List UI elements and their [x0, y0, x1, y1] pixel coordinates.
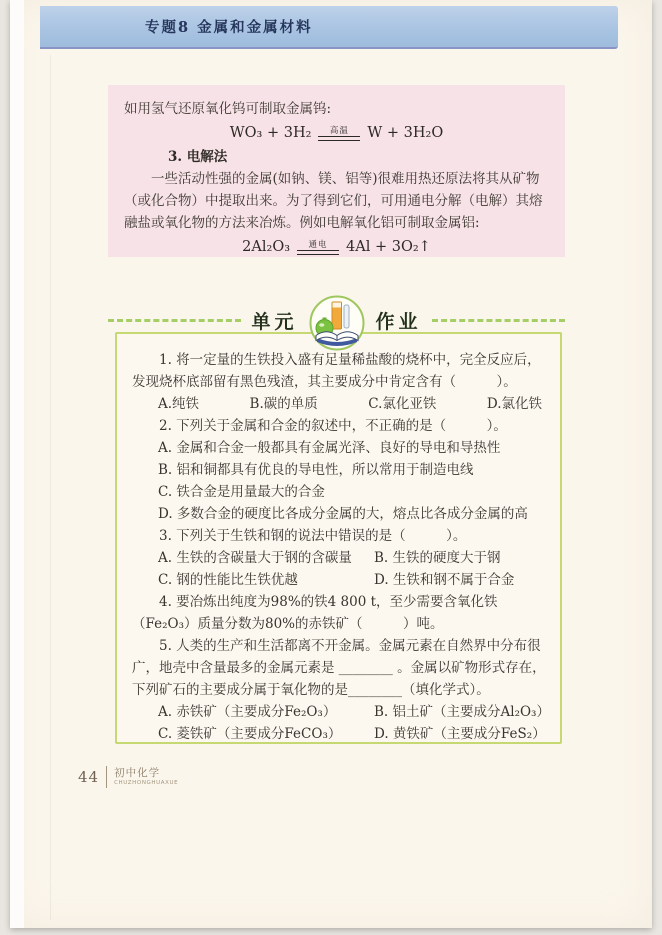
- method-paragraph: 一些活动性强的金属(如钠、镁、铝等)很难用热还原法将其从矿物（或化合物）中提取出来。为了得到它们，可用通电分解（电解）其熔融盐或氧化物的方法来冶炼。例如电解氧化铝可制取金属铝:: [124, 171, 543, 231]
- homework-title-left: 单元: [251, 310, 298, 333]
- homework-title-right: 作业: [375, 310, 422, 333]
- equation-left: 2Al₂O₃: [242, 239, 291, 255]
- option: A. 金属和合金一般都具有金属光泽、良好的导电和导热性: [158, 440, 501, 456]
- equation-aluminum: [124, 234, 549, 260]
- option: C. 钢的性能比生铁优越: [158, 572, 298, 588]
- textbook-page: [10, 0, 652, 928]
- question-5-options-row1: [132, 701, 550, 723]
- option: D.氯化铁: [486, 396, 542, 412]
- question-3-options-row2: [132, 569, 550, 591]
- chapter-title: 专题8 金属和金属材料: [145, 19, 313, 36]
- reaction-condition: [318, 126, 360, 141]
- homework-box: [115, 332, 562, 744]
- page-number: 44: [78, 768, 100, 786]
- reaction-condition: [297, 240, 339, 255]
- equals-double-line: [318, 136, 360, 141]
- option: D. 生铁和钢不属于合金: [374, 572, 515, 588]
- chemistry-flasks-book-icon: [308, 294, 366, 352]
- footer-divider: [106, 766, 107, 788]
- condition-label: 通电: [308, 239, 328, 250]
- option: B. 铝土矿（主要成分Al₂O₃）: [374, 704, 550, 720]
- option: B.碳的单质: [249, 396, 318, 412]
- option: D. 多数合金的硬度比各成分金属的大，熔点比各成分金属的高: [158, 506, 528, 522]
- option: A. 赤铁矿（主要成分Fe₂O₃）: [158, 704, 337, 720]
- option: B. 铝和铜都具有优良的导电性，所以常用于制造电线: [158, 462, 474, 478]
- option: D. 黄铁矿（主要成分FeS₂）: [374, 726, 546, 742]
- equation-left: WO₃ + 3H₂: [229, 125, 312, 141]
- question-5-options-row2: [132, 723, 550, 745]
- chapter-banner: [40, 6, 618, 49]
- dashed-divider-left: [108, 319, 241, 322]
- page-footer: [78, 766, 178, 788]
- equation-right: W + 3H₂O: [367, 125, 444, 141]
- question-3-stem: 3. 下列关于生铁和钢的说法中错误的是（ ）。: [159, 528, 467, 544]
- page-gutter-line: [50, 55, 51, 920]
- equals-double-line: [297, 250, 339, 255]
- option: C. 铁合金是用量最大的合金: [158, 484, 325, 500]
- question-2-options: [132, 437, 550, 525]
- option: A.纯铁: [158, 396, 200, 412]
- question-1-stem: 1. 将一定量的生铁投入盛有足量稀盐酸的烧杯中，完全反应后，发现烧杯底部留有黑色残渣，其主要成分中肯定含有（ ）。: [132, 352, 541, 390]
- dashed-divider-right: [432, 319, 565, 322]
- question-3-options-row1: [132, 547, 550, 569]
- condition-label: 高温: [329, 125, 349, 136]
- book-title: 初中化学: [114, 767, 161, 779]
- equation-right: 4Al + 3O₂↑: [346, 239, 431, 255]
- question-4-stem: 4. 要冶炼出纯度为98%的铁4 800 t，至少需要含氧化铁（Fe₂O₃）质量分数为80%的赤铁矿（ ）吨。: [132, 594, 498, 632]
- book-pinyin: CHUZHONGHUAXUE: [114, 780, 179, 786]
- option: C. 菱铁矿（主要成分FeCO₃）: [158, 726, 342, 742]
- intro-line: 如用氢气还原氧化钨可制取金属钨:: [124, 101, 332, 117]
- page-edge: [10, 0, 24, 928]
- option: A. 生铁的含碳量大于钢的含碳量: [158, 550, 352, 566]
- homework-header: [108, 294, 565, 352]
- equation-tungsten: [124, 120, 549, 146]
- question-5-stem: 5. 人类的生产和生活都离不开金属。金属元素在自然界中分布很广，地壳中含量最多的金属元素是 ________ 。金属以矿物形式存在，下列矿石的主要成分属于氧化物的是________（填化学式）。: [132, 638, 546, 698]
- question-2-stem: 2. 下列关于金属和合金的叙述中，不正确的是（ ）。: [159, 418, 507, 434]
- method-heading: 3. 电解法: [168, 149, 228, 165]
- book-info: [114, 767, 178, 787]
- option: C.氯化亚铁: [368, 396, 437, 412]
- electrolysis-section: [108, 85, 565, 257]
- option: B. 生铁的硬度大于钢: [374, 550, 501, 566]
- question-1-options: [132, 393, 550, 415]
